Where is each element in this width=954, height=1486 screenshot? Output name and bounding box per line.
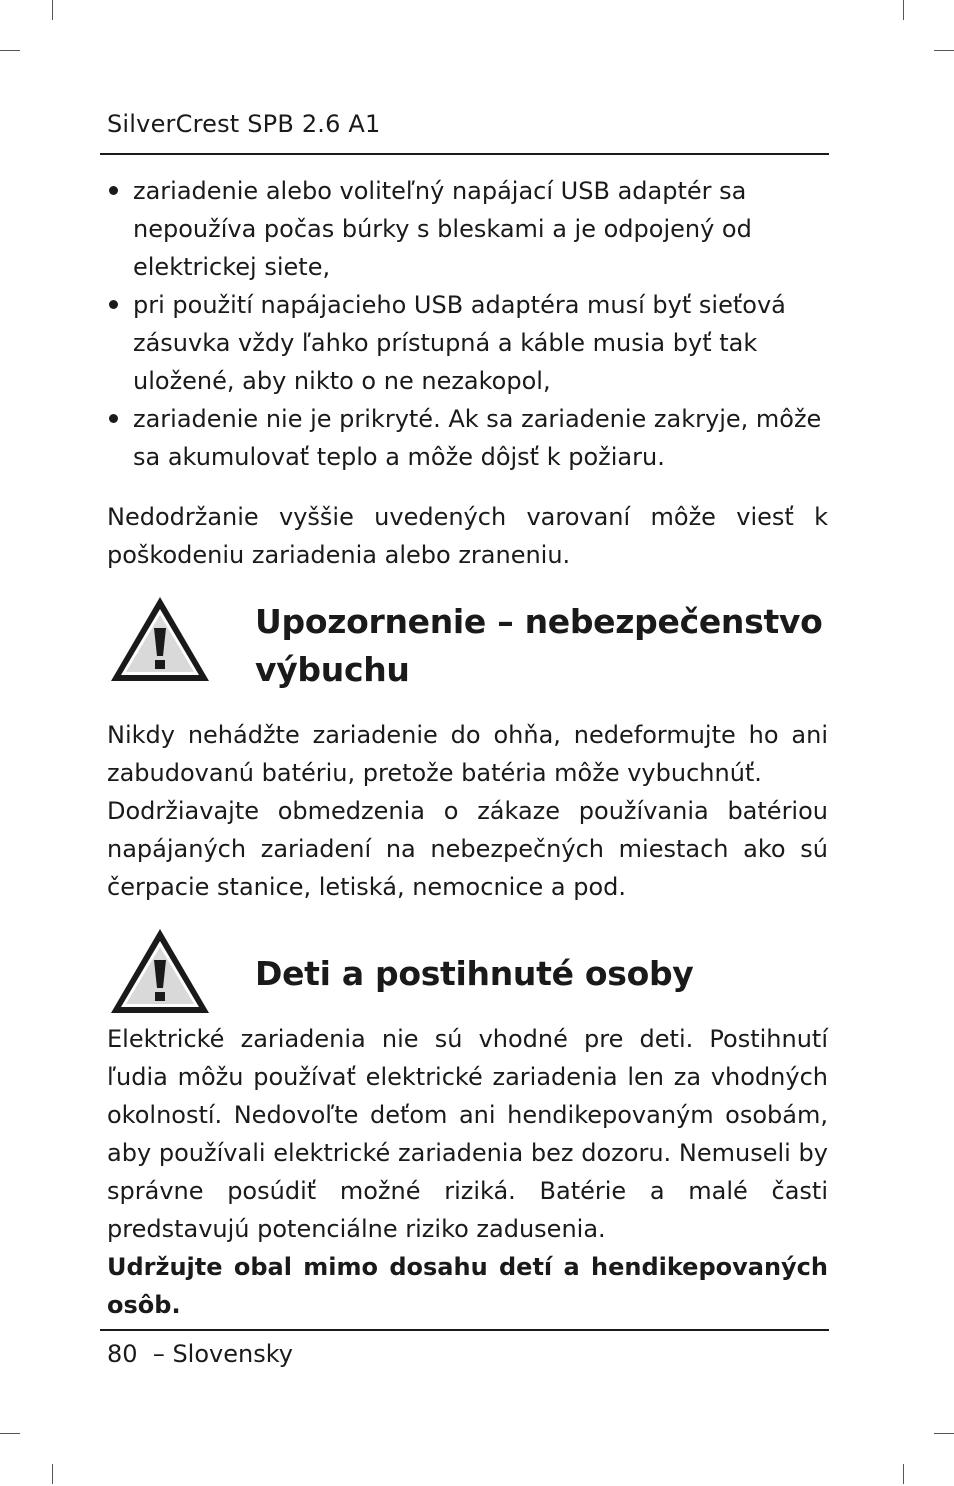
document-header-title: SilverCrest SPB 2.6 A1 — [107, 110, 381, 138]
list-item — [107, 172, 828, 286]
crop-mark — [52, 1464, 53, 1484]
crop-mark — [0, 50, 20, 51]
crop-mark — [903, 1464, 904, 1484]
page-number: 80 — [107, 1340, 138, 1368]
section-heading-explosion — [255, 598, 825, 694]
list-item — [107, 400, 828, 476]
bullet-icon — [109, 186, 118, 195]
list-item-text: zariadenie nie je prikryté. Ak sa zariadenie zakryje, môže sa akumulovať teplo a môže dôjsť k požiaru. — [133, 405, 822, 471]
warning-summary-paragraph: Nedodržanie vyššie uvedených varovaní môže viesť k poškodeniu zariadenia alebo zraneniu. — [107, 503, 828, 569]
warning-triangle-icon — [108, 926, 212, 1016]
section-heading-children: Deti a postihnuté osoby — [255, 954, 694, 993]
safety-bullet-list — [107, 172, 828, 476]
bullet-icon — [109, 300, 118, 309]
crop-mark — [52, 0, 53, 20]
heading-line: výbuchu — [255, 650, 410, 689]
crop-mark — [0, 1433, 20, 1434]
packaging-note: Udržujte obal mimo dosahu detí a hendikepovaných osôb. — [107, 1253, 828, 1319]
page-footer — [107, 1340, 293, 1368]
header-divider — [100, 153, 829, 155]
list-item — [107, 286, 828, 400]
footer-divider — [100, 1329, 829, 1331]
children-paragraph: Elektrické zariadenia nie sú vhodné pre deti. Postihnutí ľudia môžu používať elektrické zariadenia len za vhodných okolností. Nedovoľte deťom ani hendikepovaným osobám, aby používali elektrické zariadenia bez dozoru. Nemuseli by správne posúdiť možné riziká. Batérie a malé časti predstavujú potenciálne riziko zadusenia. — [107, 1025, 828, 1243]
heading-line: Upozornenie – nebezpečenstvo — [255, 602, 823, 641]
crop-mark — [934, 50, 954, 51]
list-item-text: pri použití napájacieho USB adaptéra musí byť sieťová zásuvka vždy ľahko prístupná a káble musia byť tak uložené, aby nikto o ne nezakopol, — [133, 291, 786, 395]
warning-triangle-icon — [108, 594, 212, 684]
explosion-paragraph: Nikdy nehádžte zariadenie do ohňa, nedeformujte ho ani zabudovanú batériu, pretože batéria môže vybuchnúť. — [107, 721, 828, 787]
bullet-icon — [109, 414, 118, 423]
footer-language: – Slovensky — [152, 1340, 293, 1368]
crop-mark — [903, 0, 904, 20]
restriction-paragraph: Dodržiavajte obmedzenia o zákaze používania batériou napájaných zariadení na nebezpečných miestach ako sú čerpacie stanice, letiská, nemocnice a pod. — [107, 797, 828, 901]
crop-mark — [934, 1433, 954, 1434]
list-item-text: zariadenie alebo voliteľný napájací USB adaptér sa nepoužíva počas búrky s bleskami a je odpojený od elektrickej siete, — [133, 177, 752, 281]
